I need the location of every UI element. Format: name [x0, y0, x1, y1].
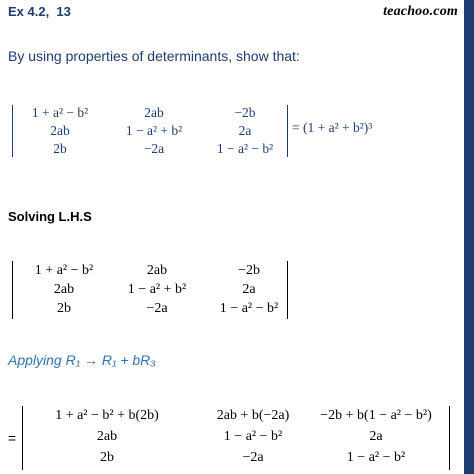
matrix-cell: 1 − a² − b²	[219, 301, 279, 316]
matrix-cell: 2a	[238, 123, 252, 138]
equals-sign: =	[8, 430, 17, 446]
matrix-cell: 2ab	[53, 282, 75, 297]
matrix-cell: −2b	[234, 105, 256, 120]
matrix-row	[12, 141, 288, 157]
matrix-row	[12, 282, 288, 298]
matrix-row	[22, 450, 450, 466]
matrix-cell: 2ab	[50, 123, 70, 138]
solving-lhs-title: Solving L.H.S	[8, 209, 92, 224]
matrix-cell: 1 − a² + b²	[125, 123, 183, 138]
matrix-cell: 2ab	[96, 429, 118, 444]
matrix-cell: −2a	[146, 301, 168, 316]
matrix-row	[22, 408, 450, 424]
matrix-cell: −2a	[143, 141, 165, 156]
result-determinant	[22, 406, 450, 470]
matrix-cell: 2ab	[146, 263, 168, 278]
question-rhs: = (1 + a² + b²)³	[292, 120, 373, 135]
matrix-cell: 2ab	[144, 105, 164, 120]
matrix-cell: −2b + b(1 − a² − b²)	[320, 408, 432, 423]
matrix-row	[22, 429, 450, 445]
matrix-cell: 1 + a² − b²	[31, 105, 89, 120]
side-accent-bar	[464, 0, 474, 474]
matrix-cell: 1 − a² − b²	[216, 141, 274, 156]
matrix-cell: 2a	[242, 282, 256, 297]
exercise-heading: Ex 4.2, 13	[8, 4, 71, 19]
row-operation-note: Applying R₁ → R₁ + bR₃	[8, 352, 156, 368]
matrix-cell: 2a	[369, 429, 383, 444]
matrix-cell: 1 + a² − b²	[34, 263, 94, 278]
question-determinant	[12, 105, 288, 157]
matrix-cell: −2b	[238, 263, 260, 278]
matrix-cell: 2b	[100, 450, 114, 465]
matrix-cell: 2b	[57, 301, 71, 316]
matrix-cell: 2b	[53, 141, 67, 156]
matrix-cell: −2a	[242, 450, 264, 465]
matrix-row	[12, 301, 288, 317]
teachoo-logo: teachoo.com	[383, 4, 458, 19]
matrix-row	[12, 263, 288, 279]
matrix-cell: 1 + a² − b² + b(2b)	[55, 408, 159, 423]
matrix-row	[12, 123, 288, 139]
matrix-cell: 2ab + b(−2a)	[216, 408, 290, 423]
matrix-cell: 1 − a² − b²	[223, 429, 283, 444]
matrix-row	[12, 105, 288, 121]
matrix-cell: 1 − a² − b²	[346, 450, 406, 465]
matrix-cell: 1 − a² + b²	[127, 282, 187, 297]
question-text: By using properties of determinants, show that:	[8, 48, 300, 64]
lhs-determinant	[12, 261, 288, 319]
